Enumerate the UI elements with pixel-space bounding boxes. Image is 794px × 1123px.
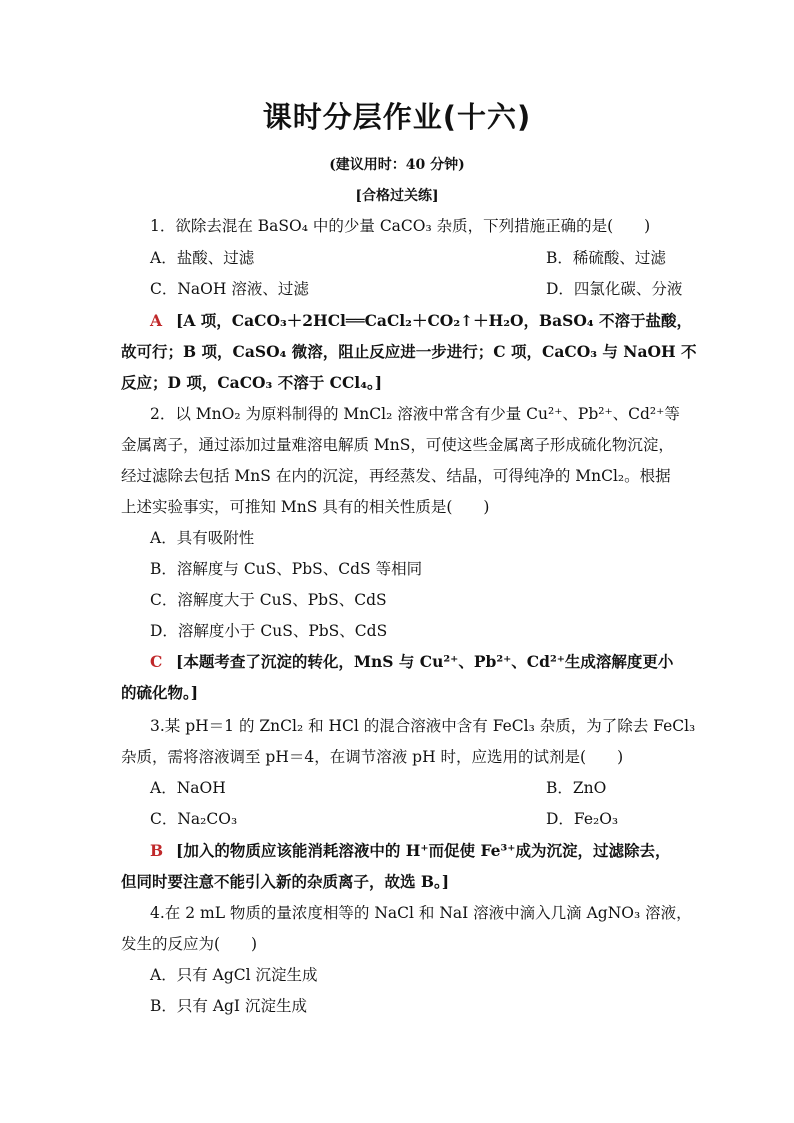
q1-options-row1 [150,248,710,268]
q2-option-a: A．具有吸附性 [150,529,255,547]
q3-explanation-1: [加入的物质应该能消耗溶液中的 H⁺而促使 Fe³⁺成为沉淀，过滤除去， [176,841,671,860]
q1-explanation-1: [A 项，CaCO₃＋2HCl══CaCl₂＋CO₂↑＋H₂O，BaSO₄ 不溶于盐酸， [176,311,693,330]
q1-explanation-3: 反应；D 项，CaCO₃ 不溶于 CCl₄。] [121,373,383,392]
q2-explanation-2: 的硫化物。] [121,683,199,702]
q1-stem: 1．欲除去混在 BaSO₄ 中的少量 CaCO₃ 杂质，下列措施正确的是( ) [150,217,651,235]
q3-option-c: C．Na₂CO₃ [150,810,238,828]
q2-stem-3: 经过滤除去包括 MnS 在内的沉淀，再经蒸发、结晶，可得纯净的 MnCl₂。根据 [121,467,671,485]
section-heading: [合格过关练] [355,188,439,204]
q2-stem-1: 2．以 MnO₂ 为原料制得的 MnCl₂ 溶液中常含有少量 Cu²⁺、Pb²⁺、Cd²⁺等 [150,405,680,423]
q4-stem-1: 4.在 2 mL 物质的量浓度相等的 NaCl 和 NaI 溶液中滴入几滴 AgNO₃ 溶液， [150,904,692,922]
q2-option-b: B．溶解度与 CuS、PbS、CdS 等相同 [150,560,423,578]
q1-answer-line1 [150,311,710,331]
q1-answer-key: A [150,311,163,330]
q2-explanation-1: [本题考查了沉淀的转化，MnS 与 Cu²⁺、Pb²⁺、Cd²⁺生成溶解度更小 [176,652,674,671]
q2-stem-2: 金属离子，通过添加过量难溶电解质 MnS，可使这些金属离子形成硫化物沉淀， [121,436,674,454]
q3-stem-1: 3.某 pH＝1 的 ZnCl₂ 和 HCl 的混合溶液中含有 FeCl₃ 杂质，为了除去 FeCl₃ [150,717,696,735]
time-note: (建议用时：40 分钟) [329,157,465,173]
q1-option-d: D．四氯化碳、分液 [546,280,683,298]
q1-option-a: A．盐酸、过滤 [150,249,255,267]
q3-answer-line1 [150,841,710,861]
q3-options-row2 [150,809,710,829]
q1-option-b: B．稀硫酸、过滤 [546,249,666,267]
q1-explanation-2: 故可行；B 项，CaSO₄ 微溶，阻止反应进一步进行；C 项，CaCO₃ 与 NaOH 不 [121,342,697,361]
q2-answer-key: C [150,652,163,671]
q2-answer-line1 [150,652,710,672]
q1-option-c: C．NaOH 溶液、过滤 [150,280,309,298]
q3-option-a: A．NaOH [150,779,226,797]
q4-option-b: B．只有 AgI 沉淀生成 [150,997,307,1015]
q3-option-d: D．Fe₂O₃ [546,810,619,828]
q2-option-d: D．溶解度小于 CuS、PbS、CdS [150,622,388,640]
q3-option-b: B．ZnO [546,779,607,797]
q3-explanation-2: 但同时要注意不能引入新的杂质离子，故选 B。] [121,872,450,891]
page-title: 课时分层作业(十六) [262,100,532,134]
q3-answer-key: B [150,841,164,860]
q4-option-a: A．只有 AgCl 沉淀生成 [150,966,318,984]
q3-stem-2: 杂质，需将溶液调至 pH＝4，在调节溶液 pH 时，应选用的试剂是( ) [121,748,624,766]
q2-stem-4: 上述实验事实，可推知 MnS 具有的相关性质是( ) [121,498,490,516]
q4-stem-2: 发生的反应为( ) [121,935,258,953]
q3-options-row1 [150,778,710,798]
q1-options-row2 [150,279,710,299]
q2-option-c: C．溶解度大于 CuS、PbS、CdS [150,591,387,609]
